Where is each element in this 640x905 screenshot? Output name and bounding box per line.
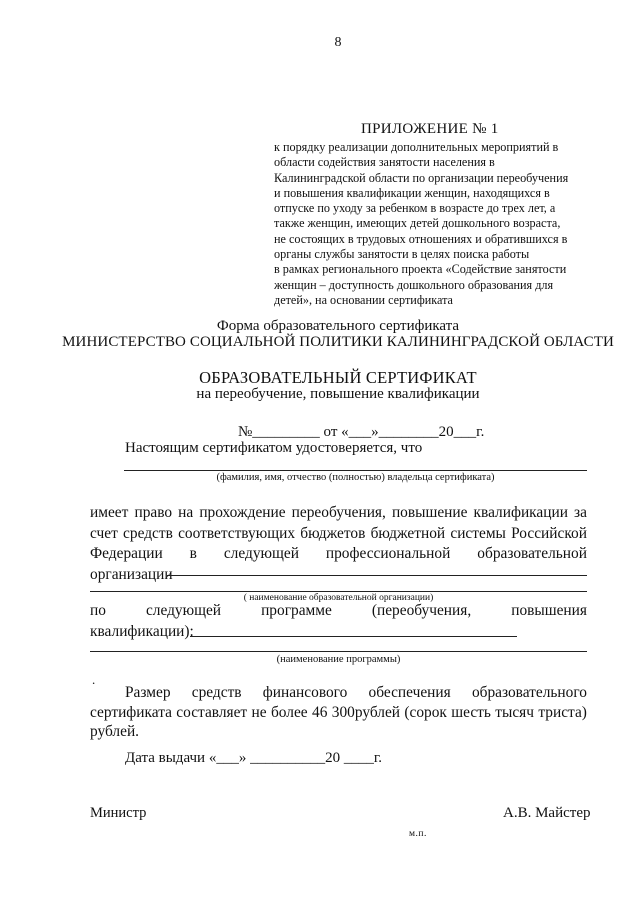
paragraph-line: по следующей программе (переобучения, повышения (90, 602, 587, 619)
paragraph-line: рублей. (90, 723, 140, 740)
appendix-line: и повышения квалификации женщин, находящихся в (274, 185, 550, 200)
ministry-name: МИНИСТЕРСТВО СОЦИАЛЬНОЙ ПОЛИТИКИ КАЛИНИНГРАДСКОЙ ОБЛАСТИ (62, 334, 614, 350)
form-label: Форма образовательного сертификата (216, 318, 460, 334)
paragraph-line: сертификата составляет не более 46 300рублей (сорок шесть тысяч триста) (90, 703, 587, 721)
paragraph-line: счет средств соответствующих бюджетов бюджетной системы Российской (90, 524, 587, 542)
appendix-line: органы службы занятости в целях поиска работы (274, 247, 530, 262)
appendix-title: ПРИЛОЖЕНИЕ № 1 (361, 121, 499, 137)
appendix-line: не состоящих в трудовых отношениях и обратившихся в (274, 231, 568, 246)
certify-text: Настоящим сертификатом удостоверяется, что (125, 440, 423, 456)
organization-caption: ( наименование образовательной организации) (243, 593, 434, 603)
appendix-line: отпуске по уходу за ребенком в возрасте до трех лет, а (274, 201, 556, 216)
appendix-line: детей», на основании сертификата (274, 292, 453, 307)
stamp-place-label: м.п. (409, 829, 427, 839)
rights-paragraph (90, 503, 587, 585)
paragraph-line (90, 622, 587, 643)
appendix-line: также женщин, имеющих детей дошкольного возраста, (274, 216, 561, 231)
program-label: квалификации): (90, 622, 194, 640)
paragraph-line: имеет право на прохождение переобучения, повышение квалификации за (90, 504, 587, 521)
certificate-title: ОБРАЗОВАТЕЛЬНЫЙ СЕРТИФИКАТ (199, 368, 477, 387)
holder-name-caption: (фамилия, имя, отчество (полностью) владельца сертификата) (216, 472, 495, 483)
signer-name: А.В. Майстер (503, 805, 591, 821)
organization-label: организации (90, 565, 173, 583)
page-number: 8 (334, 35, 342, 50)
paragraph-line: Размер средств финансового обеспечения образовательного (125, 684, 587, 701)
certificate-number-line: №_________ от «___»________20___г. (238, 424, 485, 440)
paragraph-line: Федерации в следующей профессиональной образовательной (90, 545, 587, 562)
appendix-line: к порядку реализации дополнительных мероприятий в (274, 140, 559, 154)
issue-date-line: Дата выдачи «___» __________20 ____г. (125, 750, 383, 766)
appendix-description (274, 140, 594, 308)
funding-paragraph (90, 683, 587, 742)
appendix-line: женщин – доступность дошкольного образования для (274, 277, 554, 292)
program-caption: (наименование программы) (276, 654, 401, 665)
signer-position: Министр (90, 805, 147, 821)
appendix-line: в рамках регионального проекта «Содействие занятости (274, 262, 567, 277)
holder-name-line (124, 470, 587, 471)
organization-name-line (90, 591, 587, 592)
appendix-line: Калининградской области по организации переобучения (274, 170, 569, 185)
certificate-subtitle: на переобучение, повышение квалификации (196, 386, 480, 402)
program-fill-line (190, 636, 517, 637)
organization-fill-line (167, 575, 587, 576)
program-name-line (90, 651, 587, 652)
appendix-line: области содействия занятости населения в (274, 155, 495, 170)
stray-dot: . (92, 672, 96, 687)
